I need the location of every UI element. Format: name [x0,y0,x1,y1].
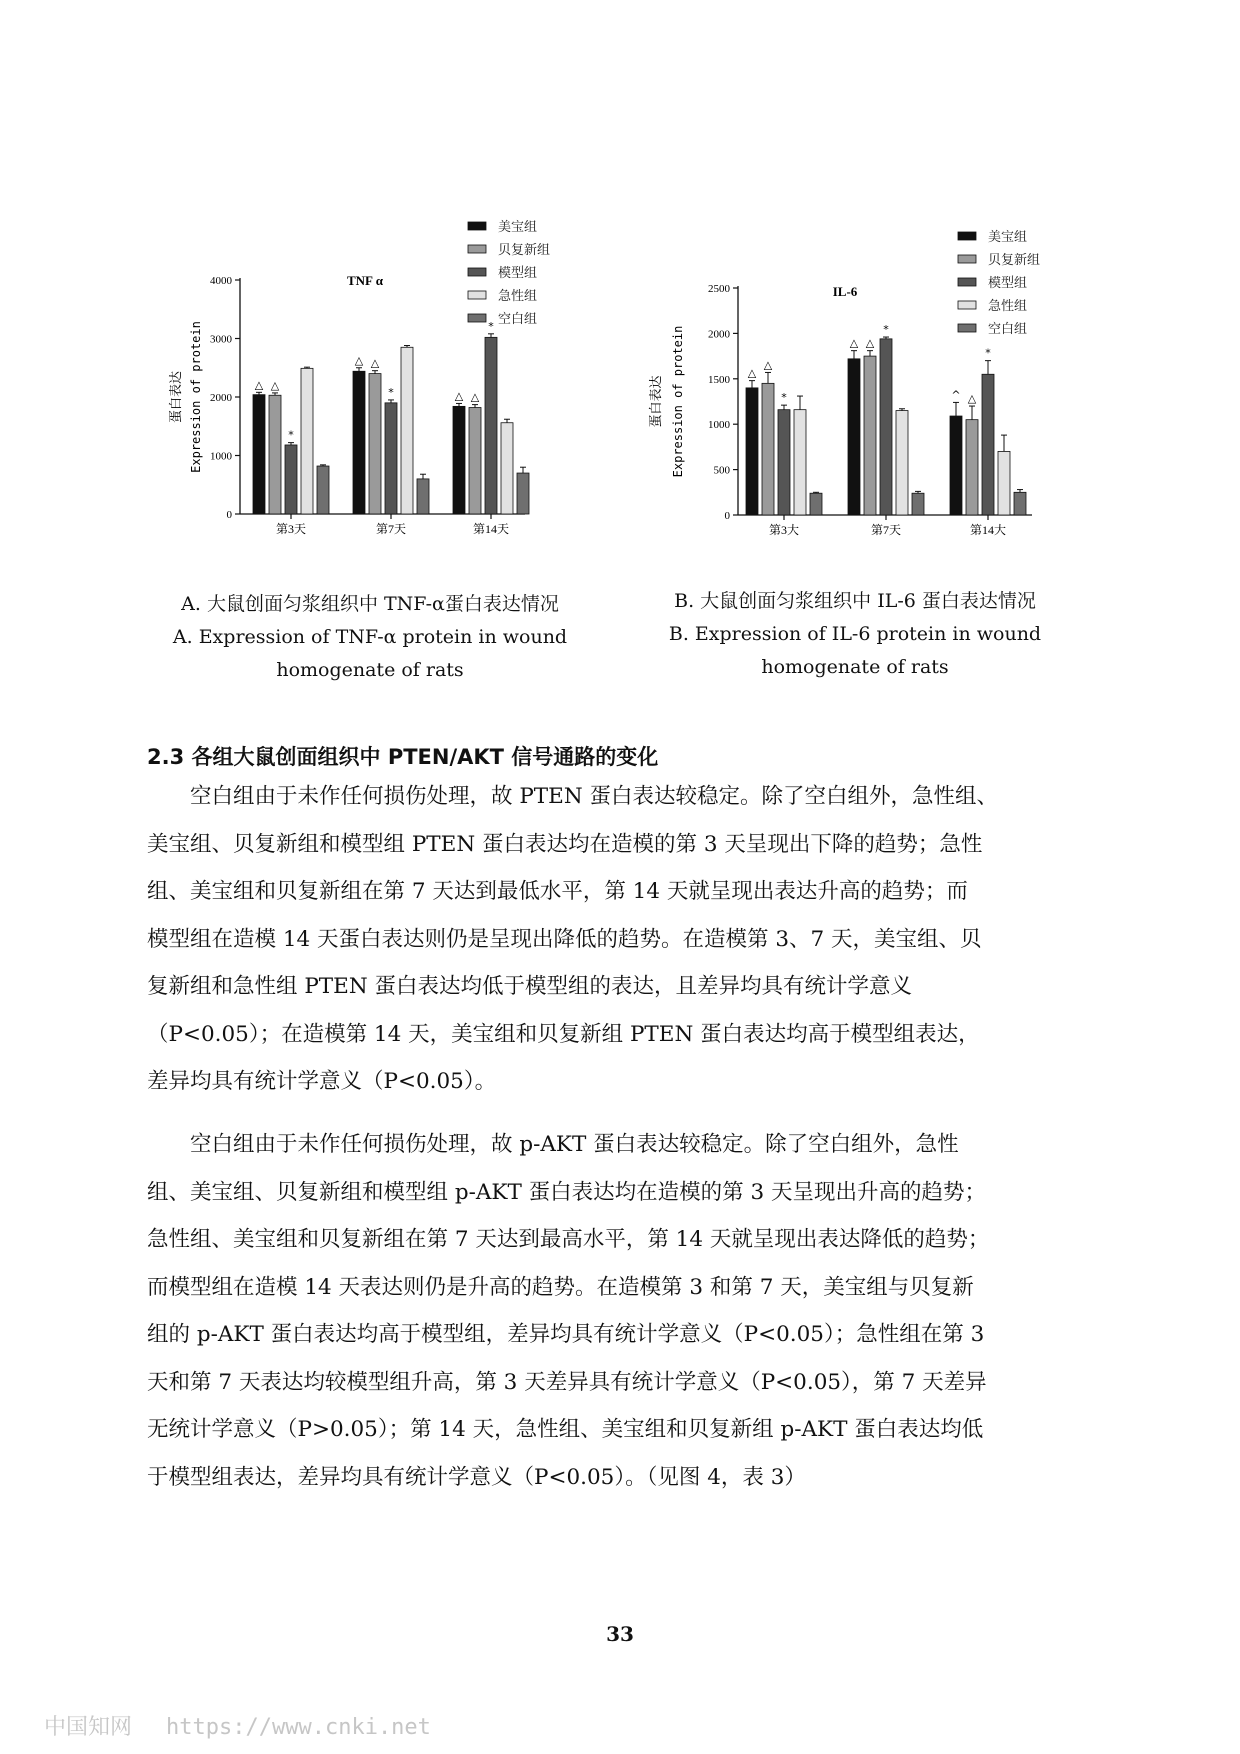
significance-marker: * [781,391,787,405]
legend-swatch [468,268,486,276]
caption-a-chinese: A. 大鼠创面匀浆组织中 TNF-α蛋白表达情况 [181,593,559,615]
y-tick-label: 2500 [708,283,730,295]
significance-marker: * [985,346,991,360]
watermark-site: 中国知网 [44,1715,133,1740]
text-line: 美宝组、贝复新组和模型组 PTEN 蛋白表达均在造模的第 3 天呈现出下降的趋势；急性 [147,831,983,857]
legend-label: 空白组 [498,312,538,327]
bar [253,395,265,514]
bar [810,493,822,515]
caption-a-english-line1: A. Expression of TNF-α protein in wound [172,626,568,648]
legend-swatch [468,314,486,322]
bar [1014,492,1026,515]
bar [401,347,413,514]
significance-marker: ^ [951,388,961,402]
bar [269,395,281,514]
bar [762,383,774,515]
text-line: （P<0.05）；在造模第 14 天，美宝组和贝复新组 PTEN 蛋白表达均高于模型组表达， [147,1021,980,1047]
x-tick-label: 第7天 [375,522,407,536]
bar [778,410,790,515]
bar [417,479,429,514]
legend-swatch [958,232,976,240]
legend-label: 贝复新组 [988,253,1041,268]
bar [353,371,365,514]
text-line: 天和第 7 天表达均较模型组升高，第 3 天差异具有统计学意义（P<0.05），第 7 天差异 [147,1369,987,1395]
significance-marker: * [488,319,494,333]
x-tick-label: 第14天 [472,522,510,536]
legend-label: 美宝组 [988,230,1028,245]
text-line: 空白组由于未作任何损伤处理，故 p-AKT 蛋白表达较稳定。除了空白组外，急性 [147,1132,959,1157]
text-line: 组的 p-AKT 蛋白表达均高于模型组，差异均具有统计学意义（P<0.05）；急性组在第 3 [147,1322,985,1347]
bar [469,408,481,514]
significance-marker: △ [865,336,875,350]
bar [794,410,806,515]
x-tick-label: 第14大 [969,523,1007,537]
text-line: 而模型组在造模 14 天表达则仍是升高的趋势。在造模第 3 和第 7 天，美宝组与贝复新 [147,1274,974,1300]
legend-label: 空白组 [988,322,1028,337]
bar [848,359,860,515]
caption-a-english-line2: homogenate of rats [276,659,464,681]
legend-swatch [468,222,486,230]
bar [912,493,924,515]
section-heading: 2.3 各组大鼠创面组织中 PTEN/AKT 信号通路的变化 [147,745,659,769]
bar [301,368,313,514]
y-tick-label: 1000 [210,450,232,463]
text-line: 复新组和急性组 PTEN 蛋白表达均低于模型组的表达，且差异均具有统计学意义 [147,974,912,999]
legend-swatch [468,245,486,253]
y-tick-label: 3000 [210,333,232,346]
significance-marker: △ [470,390,480,404]
y-tick-label: 2000 [210,392,232,404]
text-line: 差异均具有统计学意义（P<0.05）。 [147,1069,497,1094]
y-tick-label: 1000 [708,419,730,432]
significance-marker: △ [849,336,859,350]
il6-chart-svg [620,210,1080,560]
chart-title: IL-6 [832,284,858,299]
watermark-url: https://www.cnki.net [166,1715,431,1740]
significance-marker: △ [763,358,773,372]
x-tick-label: 第3天 [275,522,307,536]
significance-marker: * [388,385,394,399]
caption-b-english-line1: B. Expression of IL-6 protein in wound [668,623,1042,645]
significance-marker: △ [747,366,757,380]
bar [317,466,329,514]
text-line: 于模型组表达，差异均具有统计学意义（P<0.05）。（见图 4，表 3） [147,1464,806,1490]
y-tick-label: 2000 [708,328,730,341]
legend-label: 急性组 [498,289,538,304]
text-line: 组、美宝组、贝复新组和模型组 p-AKT 蛋白表达均在造模的第 3 天呈现出升高的趋势； [147,1179,986,1205]
bar [896,411,908,515]
text-line: 模型组在造模 14 天蛋白表达则仍是呈现出降低的趋势。在造模第 3、7 天，美宝组、贝 [147,926,982,952]
text-line: 无统计学意义（P>0.05）；第 14 天，急性组、美宝组和贝复新组 p-AKT 蛋白表达均低 [147,1417,984,1442]
bar [385,403,397,514]
chart-title: TNF α [346,273,384,288]
legend-label: 美宝组 [498,220,538,235]
y-axis-label-english: Expression of protein [189,321,203,473]
significance-marker: △ [370,356,380,370]
legend-label: 模型组 [498,266,538,281]
paragraph-p-akt [147,1121,1102,1501]
page-number: 33 [606,1622,634,1646]
text-line: 空白组由于未作任何损伤处理，故 PTEN 蛋白表达较稳定。除了空白组外，急性组、 [147,784,998,809]
bar [285,445,297,514]
bar [746,388,758,515]
text-line: 急性组、美宝组和贝复新组在第 7 天达到最高水平，第 14 天就呈现出表达降低的趋势； [147,1227,990,1252]
tnf-alpha-chart [150,200,550,560]
legend-swatch [958,278,976,286]
bar [966,420,978,515]
bar [369,374,381,514]
bar [485,337,497,514]
bar [950,416,962,515]
bar [864,356,876,515]
x-tick-label: 第7天 [870,523,902,537]
bar [982,374,994,515]
watermark [44,1710,431,1741]
text-line: 组、美宝组和贝复新组在第 7 天达到最低水平，第 14 天就呈现出表达升高的趋势；而 [147,879,968,904]
figure-caption-b [635,585,1075,684]
legend-label: 急性组 [988,299,1028,314]
significance-marker: * [883,323,889,337]
significance-marker: △ [454,389,464,403]
y-tick-label: 1500 [708,373,730,386]
y-axis-label-chinese: 蛋白表达 [649,375,664,428]
significance-marker: △ [967,392,977,406]
il6-chart [620,210,1080,560]
legend-label: 贝复新组 [498,243,551,258]
bar [453,406,465,514]
bar [998,451,1010,515]
paragraph-pten [147,773,1102,1106]
y-axis-label-chinese: 蛋白表达 [169,370,184,424]
y-tick-label: 4000 [210,275,232,287]
caption-b-chinese: B. 大鼠创面匀浆组织中 IL-6 蛋白表达情况 [674,590,1036,612]
legend-swatch [958,301,976,309]
bar [501,423,513,514]
tnf-alpha-chart-svg [150,200,550,560]
significance-marker: △ [254,378,264,392]
legend-swatch [468,291,486,299]
bar [517,473,529,514]
legend-swatch [958,255,976,263]
y-tick-label: 0 [724,510,730,522]
y-tick-label: 0 [226,509,232,521]
legend-swatch [958,324,976,332]
x-tick-label: 第3大 [768,523,800,537]
significance-marker: * [288,428,294,442]
figure-caption-a [150,588,590,687]
legend-label: 模型组 [988,276,1028,291]
significance-marker: △ [354,353,364,367]
y-axis-label-english: Expression of protein [671,325,685,478]
significance-marker: △ [270,378,280,392]
bar [880,339,892,515]
caption-b-english-line2: homogenate of rats [761,656,949,678]
y-tick-label: 500 [713,464,730,477]
